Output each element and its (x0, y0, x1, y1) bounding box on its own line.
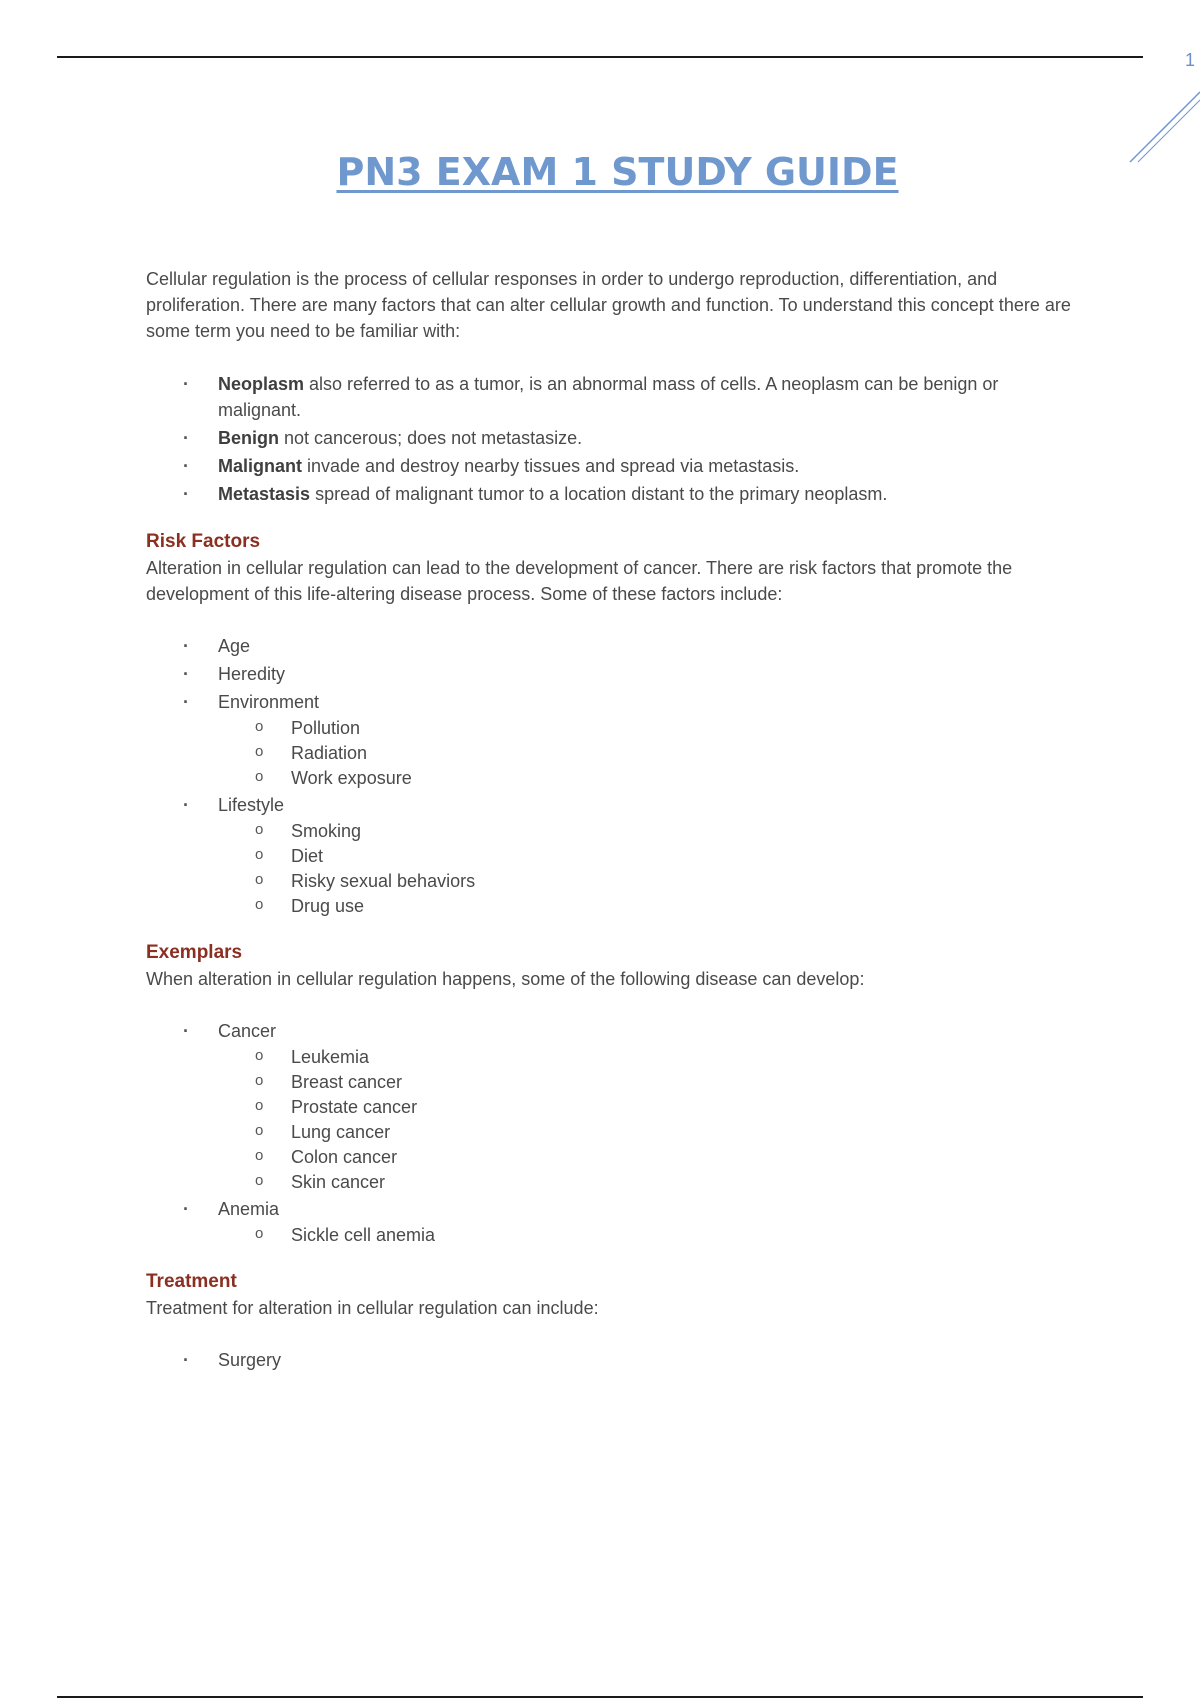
sub-list-item: o Sickle cell anemia (146, 1222, 1086, 1248)
sub-list-item: o Leukemia (146, 1044, 1086, 1070)
risk-factors-list (146, 633, 1086, 919)
list-item: · Age (146, 633, 1086, 659)
sub-list-item: o Breast cancer (146, 1069, 1086, 1095)
exemplars-list (146, 1018, 1086, 1248)
page-number: 1 (1185, 50, 1196, 70)
sub-list-item: o Diet (146, 843, 1086, 869)
sub-list-item: o Pollution (146, 715, 1086, 741)
risk-factors-heading: Risk Factors (146, 531, 261, 552)
treatment-paragraph: Treatment for alteration in cellular regulation can include: (146, 1298, 599, 1318)
definition-item: · Malignant invade and destroy nearby tissues and spread via metastasis. (146, 453, 1086, 479)
definition-item: · Neoplasm also referred to as a tumor, is an abnormal mass of cells. A neoplasm can be benign or malignant. (146, 371, 1086, 423)
exemplars-paragraph: When alteration in cellular regulation happens, some of the following disease can develop: (146, 969, 865, 989)
list-item: · Heredity (146, 661, 1086, 687)
definition-item: · Metastasis spread of malignant tumor to a location distant to the primary neoplasm. (146, 481, 1086, 507)
document-body (146, 266, 1086, 1395)
lifestyle-sublist (218, 818, 1086, 919)
footer-rule (57, 1696, 1143, 1698)
intro-paragraph: Cellular regulation is the process of cellular responses in order to undergo reproduction, differentiation, and proliferation. There are many factors that can alter cellular growth and function. To understand this concept there are some term you need to be familiar with: (146, 269, 1071, 341)
list-item: · Surgery (146, 1347, 1086, 1373)
sub-list-item: o Risky sexual behaviors (146, 868, 1086, 894)
sub-list-item: o Smoking (146, 818, 1086, 844)
sub-list-item: o Colon cancer (146, 1144, 1086, 1170)
list-item: · Lifestyle o Smoking o Diet o Risky sexual behaviors o Drug use (146, 792, 1086, 919)
treatment-heading: Treatment (146, 1271, 237, 1292)
risk-factors-paragraph: Alteration in cellular regulation can lead to the development of cancer. There are risk factors that promote the development of this life-altering disease process. Some of these factors include: (146, 558, 1013, 604)
sub-list-item: o Lung cancer (146, 1119, 1086, 1145)
list-item: · Environment o Pollution o Radiation o Work exposure (146, 689, 1086, 791)
sub-list-item: o Skin cancer (146, 1169, 1086, 1195)
header-rule (57, 56, 1143, 58)
anemia-sublist (218, 1222, 1086, 1248)
list-item: · Anemia o Sickle cell anemia (146, 1196, 1086, 1248)
sub-list-item: o Radiation (146, 740, 1086, 766)
page-title: PN3 EXAM 1 STUDY GUIDE (336, 150, 899, 194)
cancer-sublist (218, 1044, 1086, 1195)
treatment-list (146, 1347, 1086, 1373)
sub-list-item: o Drug use (146, 893, 1086, 919)
definitions-list (146, 371, 1086, 507)
sub-list-item: o Work exposure (146, 765, 1086, 791)
exemplars-heading: Exemplars (146, 942, 243, 963)
definition-item: · Benign not cancerous; does not metastasize. (146, 425, 1086, 451)
list-item: · Cancer o Leukemia o Breast cancer o Prostate cancer o Lung cancer o Colon cancer o Skin cancer (146, 1018, 1086, 1195)
sub-list-item: o Prostate cancer (146, 1094, 1086, 1120)
environment-sublist (218, 715, 1086, 791)
